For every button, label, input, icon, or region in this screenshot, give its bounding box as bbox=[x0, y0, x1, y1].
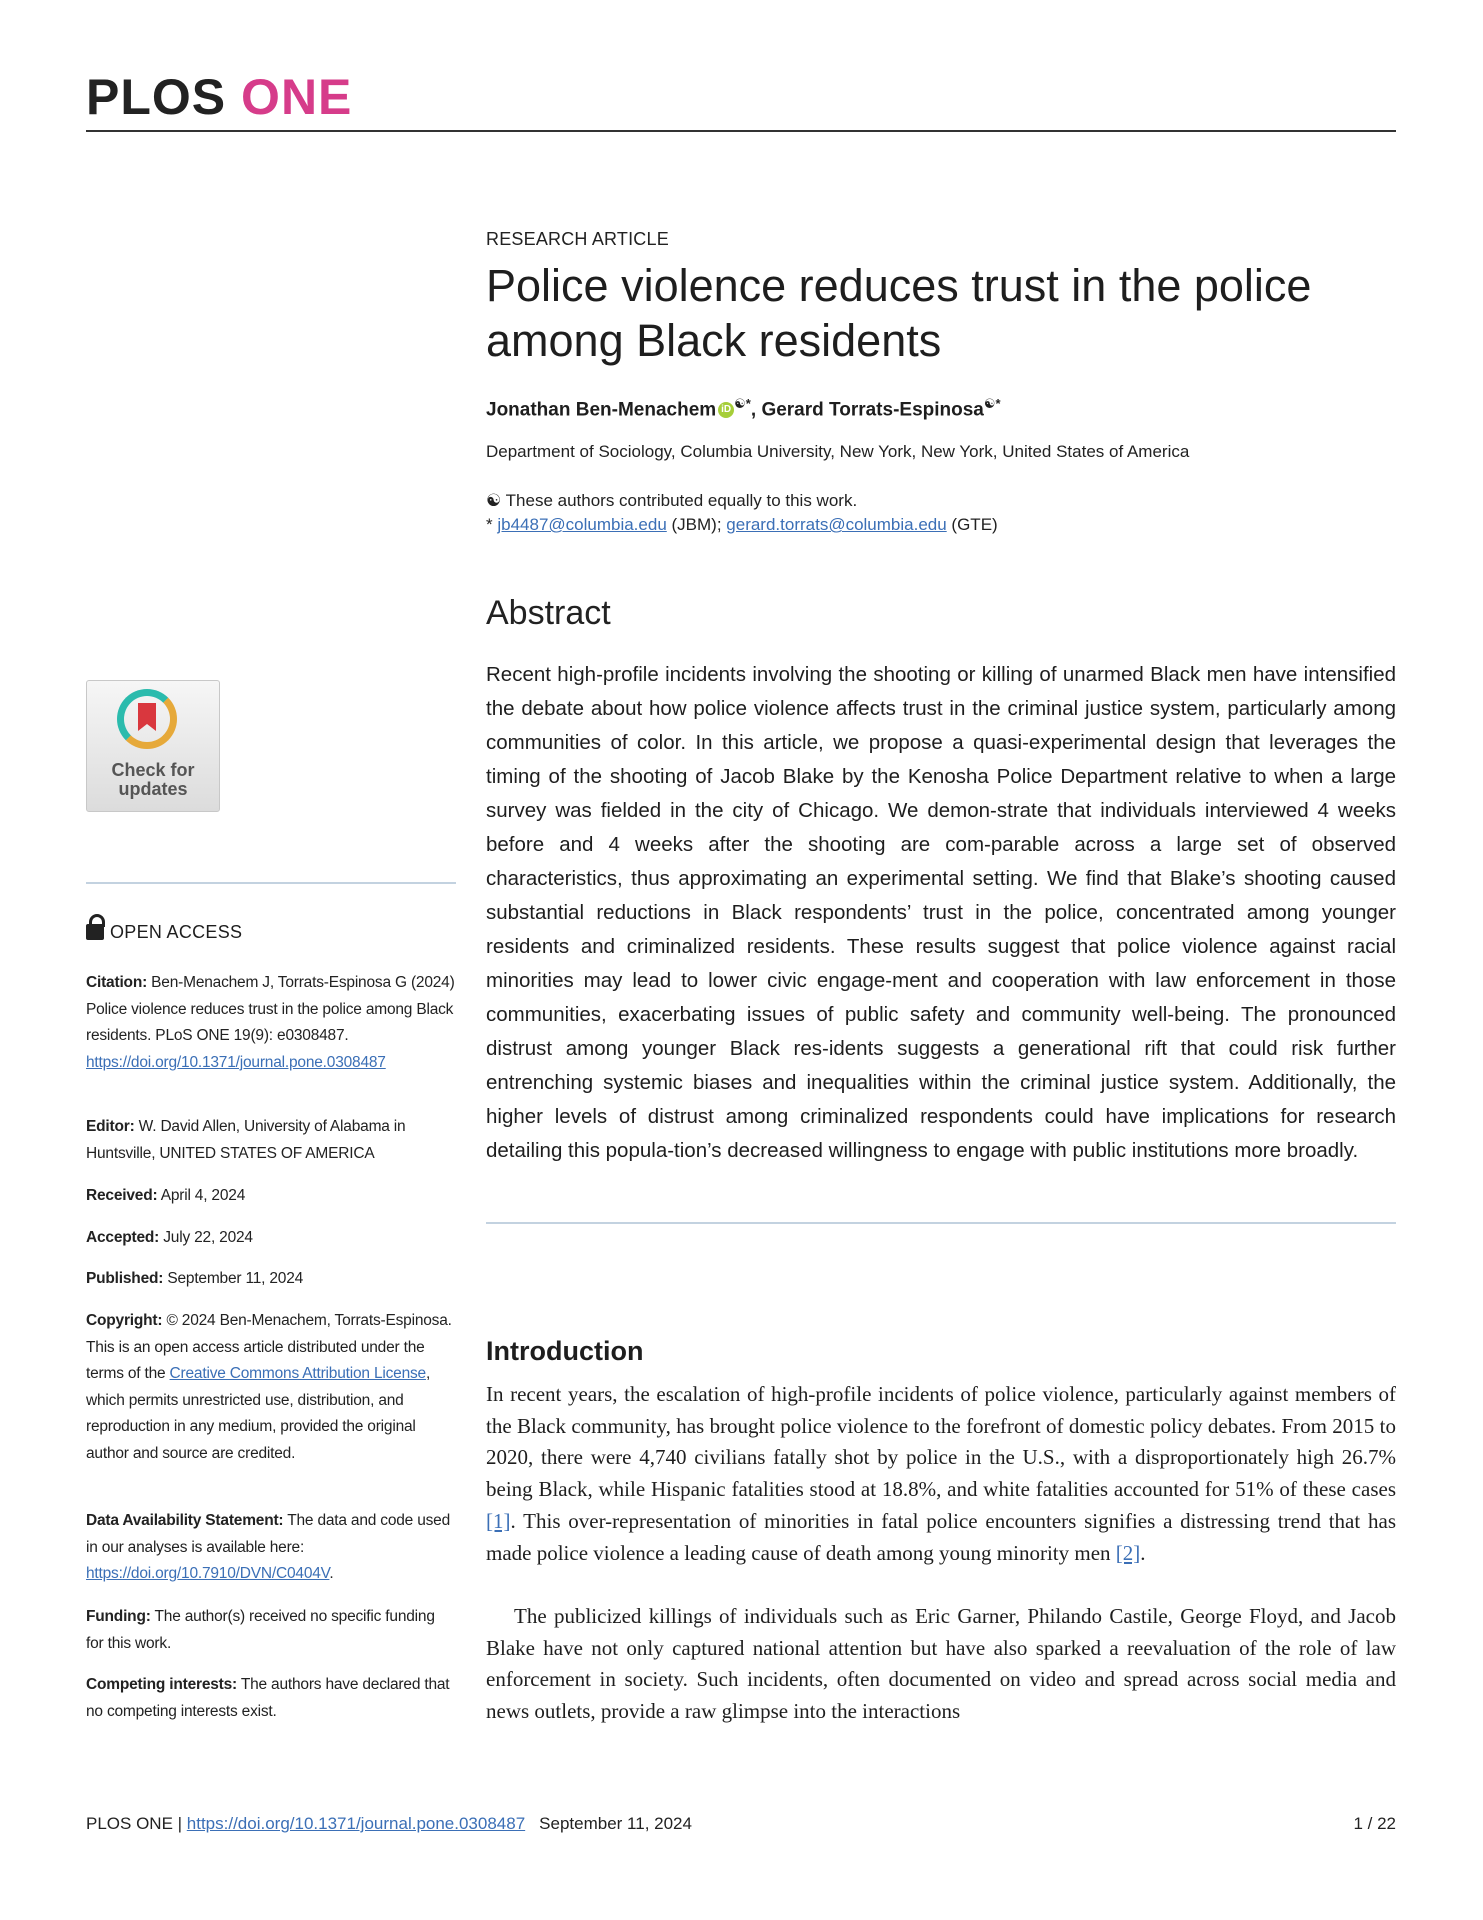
license-link[interactable]: Creative Commons Attribution License bbox=[169, 1365, 426, 1382]
author-2-marks: ☯* bbox=[983, 396, 1001, 411]
data-doi-link[interactable]: https://doi.org/10.7910/DVN/C0404V bbox=[86, 1565, 330, 1582]
author-list bbox=[486, 396, 1386, 421]
article-type: RESEARCH ARTICLE bbox=[486, 229, 669, 249]
copyright-block bbox=[86, 1308, 456, 1467]
citation-text: Ben-Menachem J, Torrats-Espinosa G (2024) Police violence reduces trust in the police among Black residents. PLoS ONE 19(9): e0308487. bbox=[86, 974, 455, 1044]
plos-one-logo bbox=[86, 69, 353, 125]
published-value: September 11, 2024 bbox=[163, 1270, 304, 1287]
published-label: Published: bbox=[86, 1270, 164, 1287]
competing-interests-label: Competing interests: bbox=[86, 1676, 238, 1693]
funding-block bbox=[86, 1604, 456, 1657]
citation-label: Citation: bbox=[86, 974, 148, 991]
email-link-gte[interactable]: gerard.torrats@columbia.edu bbox=[726, 515, 947, 534]
open-access-label: OPEN ACCESS bbox=[110, 922, 243, 942]
orcid-icon[interactable]: iD bbox=[718, 402, 734, 418]
copyright-label: Copyright: bbox=[86, 1312, 163, 1329]
author-1[interactable]: Jonathan Ben-Menachem bbox=[486, 399, 717, 421]
check-updates-label: Check for updates bbox=[111, 760, 195, 799]
data-availability-label: Data Availability Statement: bbox=[86, 1512, 284, 1529]
author-separator: , bbox=[750, 399, 762, 421]
received-label: Received: bbox=[86, 1187, 158, 1204]
introduction-paragraph-1 bbox=[486, 1379, 1396, 1569]
email-link-jbm[interactable]: jb4487@columbia.edu bbox=[497, 515, 667, 534]
footer-date: September 11, 2024 bbox=[539, 1814, 692, 1833]
funding-text: The author(s) received no specific funding for this work. bbox=[86, 1608, 435, 1652]
intro-p1-text-a: In recent years, the escalation of high-profile incidents of police violence, particularly against members of the Black community, has brought police violence to the forefront of domestic policy debates. From 2015 to 2020, there were 4,740 civilians fatally shot by police in the U.S., with a disproportionately high 26.7% being Black, while Hispanic fatalities stood at 18.8%, and white fatalities accounted for 51% of these cases bbox=[486, 1382, 1396, 1502]
citation-block bbox=[86, 970, 456, 1076]
reference-link-1[interactable]: [1] bbox=[486, 1508, 511, 1533]
footer-journal: PLOS ONE | bbox=[86, 1814, 187, 1833]
corresp-star: * bbox=[486, 515, 498, 534]
open-access-badge bbox=[86, 922, 242, 943]
email-1-tag: (JBM); bbox=[666, 515, 727, 534]
data-availability-end: . bbox=[329, 1565, 334, 1582]
accepted-label: Accepted: bbox=[86, 1229, 160, 1246]
logo-plos: PLOS bbox=[86, 69, 227, 125]
footer-doi-link[interactable]: https://doi.org/10.1371/journal.pone.0308487 bbox=[186, 1814, 526, 1833]
logo-one: ONE bbox=[241, 69, 353, 125]
abstract-divider bbox=[486, 1222, 1396, 1224]
accepted-date bbox=[86, 1225, 456, 1252]
introduction-heading: Introduction bbox=[486, 1336, 644, 1366]
editor-block bbox=[86, 1114, 456, 1167]
author-1-marks: ☯* bbox=[734, 396, 751, 411]
open-lock-icon bbox=[86, 924, 104, 940]
page-number: 1 / 22 bbox=[1353, 1814, 1396, 1833]
equal-contribution-note: ☯ These authors contributed equally to this work. bbox=[486, 491, 858, 510]
published-date bbox=[86, 1266, 456, 1293]
received-value: April 4, 2024 bbox=[157, 1187, 246, 1204]
introduction-paragraph-2: The publicized killings of individuals such as Eric Garner, Philando Castile, George Floyd, and Jacob Blake have not only captured national attention but have also sparked a reevaluation of the role of law enforcement in society. Such incidents, often documented on video and spread across social media and news outlets, provide a raw glimpse into the interactions bbox=[486, 1604, 1396, 1724]
competing-interests-block bbox=[86, 1672, 456, 1725]
reference-link-2[interactable]: [2] bbox=[1115, 1540, 1141, 1565]
copyright-text-a: © 2024 Ben-Menachem, Torrats-Espinosa. This is an open access article distributed under the terms of the bbox=[86, 1312, 452, 1382]
editor-text: W. David Allen, University of Alabama in Huntsville, UNITED STATES OF AMERICA bbox=[86, 1118, 406, 1162]
article-title: Police violence reduces trust in the police among Black residents bbox=[486, 260, 1312, 366]
abstract-heading: Abstract bbox=[486, 594, 611, 632]
data-availability-block bbox=[86, 1508, 456, 1588]
affiliation: Department of Sociology, Columbia University, New York, New York, United States of America bbox=[486, 442, 1190, 461]
author-2[interactable]: Gerard Torrats-Espinosa bbox=[761, 399, 984, 421]
corresponding-emails bbox=[486, 515, 998, 535]
intro-p1-text-b: . This over-representation of minorities in fatal police encounters signifies a distressing trend that has made police violence a leading cause of death among young minority men bbox=[486, 1508, 1396, 1565]
email-2-tag: (GTE) bbox=[946, 515, 998, 534]
data-availability-text: The data and code used in our analyses is available here: bbox=[86, 1512, 451, 1556]
received-date bbox=[86, 1183, 456, 1210]
editor-label: Editor: bbox=[86, 1118, 135, 1135]
competing-interests-text: The authors have declared that no competing interests exist. bbox=[86, 1676, 450, 1720]
accepted-value: July 22, 2024 bbox=[159, 1229, 253, 1246]
abstract-text: Recent high-profile incidents involving the shooting or killing of unarmed Black men have intensified the debate about how police violence affects trust in the criminal justice system, particularly among communities of color. In this article, we propose a quasi-experimental design that leverages the timing of the shooting of Jacob Blake by the Kenosha Police Department relative to when a large survey was fielded in the city of Chicago. We demon-strate that individuals interviewed 4 weeks before and 4 weeks after the shooting are com-parable across a large set of observed characteristics, thus approximating an experimental setting. We find that Blake’s shooting caused substantial reductions in Black respondents’ trust in the police, concentrated among younger residents and criminalized residents. These results suggest that police violence against racial minorities may lead to lower civic engage-ment and cooperation with law enforcement in those communities, exacerbating issues of public safety and community well-being. The pronounced distrust among younger Black res-idents suggests a generational rift that could risk further entrenching systemic biases and inequalities within the criminal justice system. Additionally, the higher levels of distrust among criminalized respondents could have implications for research detailing this popula-tion’s decreased willingness to engage with public institutions more broadly. bbox=[486, 663, 1396, 1162]
citation-doi-link[interactable]: https://doi.org/10.1371/journal.pone.0308487 bbox=[86, 1053, 386, 1071]
copyright-text-b: , which permits unrestricted use, distribution, and reproduction in any medium, provided the original author and source are credited. bbox=[86, 1365, 431, 1462]
check-for-updates-badge[interactable] bbox=[86, 680, 220, 812]
funding-label: Funding: bbox=[86, 1608, 151, 1625]
intro-p1-text-c: . bbox=[1140, 1540, 1146, 1565]
header-divider bbox=[86, 130, 1396, 132]
page-footer bbox=[86, 1814, 692, 1834]
sidebar-divider bbox=[86, 882, 456, 884]
